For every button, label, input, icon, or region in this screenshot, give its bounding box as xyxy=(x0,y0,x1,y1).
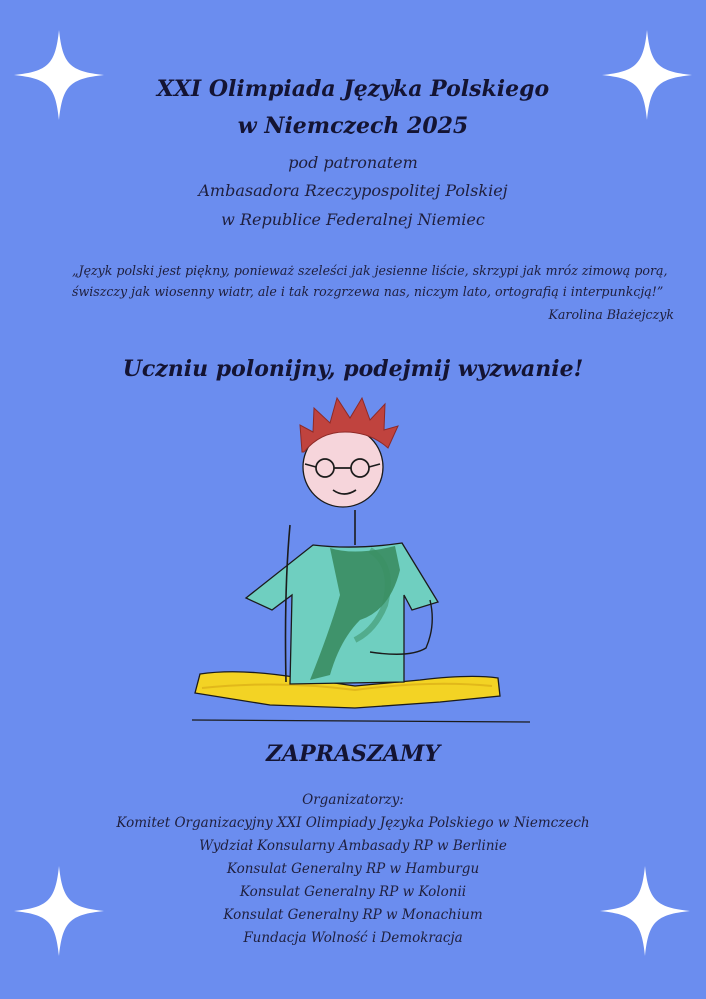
quote xyxy=(72,260,672,302)
organizer-item: Konsulat Generalny RP w Monachium xyxy=(223,907,483,923)
organizer-item: Fundacja Wolność i Demokracja xyxy=(243,930,463,946)
quote-line-2: świszczy jak wiosenny wiatr, ale i tak rozgrzewa nas, niczym lato, ortografią i interpunkcją!” xyxy=(72,284,664,299)
organizer-item: Konsulat Generalny RP w Kolonii xyxy=(239,884,467,900)
patronage-line-2: Ambasadora Rzeczypospolitej Polskiej xyxy=(198,181,508,200)
sparkle-top-right-icon xyxy=(602,30,692,120)
organizer-item: Komitet Organizacyjny XXI Olimpiady Języka Polskiego w Niemczech xyxy=(116,815,590,831)
organizer-item: Wydział Konsularny Ambasady RP w Berlinie xyxy=(199,838,507,854)
organizer-item: Konsulat Generalny RP w Hamburgu xyxy=(226,861,480,877)
organizers-label: Organizatorzy: xyxy=(302,792,404,808)
patronage-line-3: w Republice Federalnej Niemiec xyxy=(221,210,485,229)
title-line-2: w Niemczech 2025 xyxy=(237,113,469,139)
patronage-line-1: pod patronatem xyxy=(288,153,418,172)
sparkle-top-left-icon xyxy=(14,30,104,120)
quote-line-1: „Język polski jest piękny, ponieważ szeleści jak jesienne liście, skrzypi jak mróz zimową porą, xyxy=(72,263,668,278)
quote-author: Karolina Błażejczyk xyxy=(548,307,674,322)
headline: Uczniu polonijny, podejmij wyzwanie! xyxy=(122,356,584,382)
student-reading-illustration xyxy=(180,390,540,725)
title-line-1: XXI Olimpiada Języka Polskiego xyxy=(156,76,550,102)
invite-text: ZAPRASZAMY xyxy=(265,741,441,767)
